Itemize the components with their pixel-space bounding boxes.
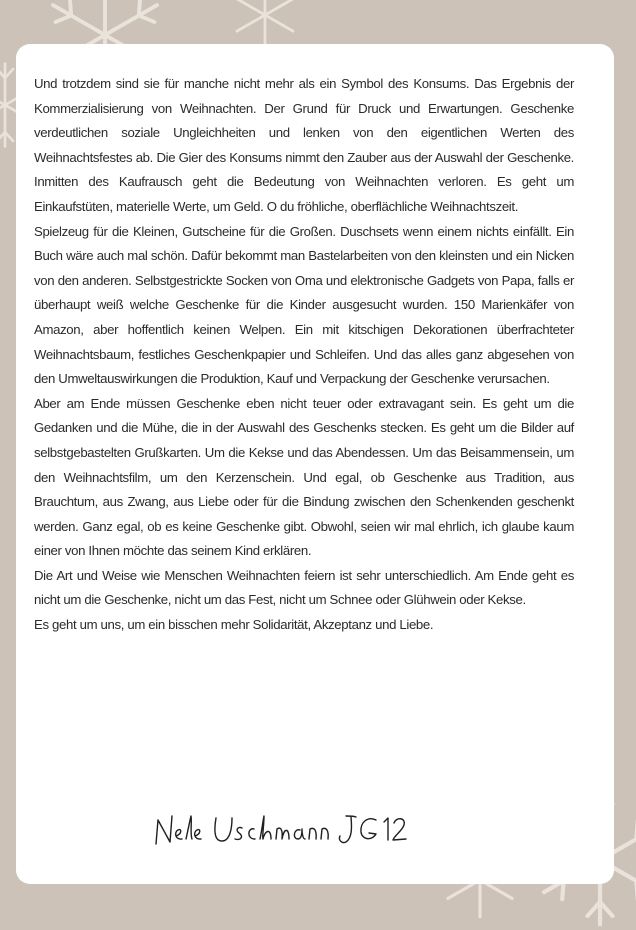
paragraph-2: Spielzeug für die Kleinen, Gutscheine für die Großen. Duschsets wenn einem nichts einfällt. Ein Buch wäre auch mal schön. Dafür bekommt man Bastelarbeiten von den kleinsten und ein Nicken von den anderen. Selbstgestrickte Socken von Oma und elektronische Gadgets von Papa, falls er überhaupt weiß welche Geschenke für die Kinder ausgesucht wurden. 150 Marienkäfer von Amazon, aber hoffentlich keinen Welpen. Ein mit kitschigen Dekorationen überfrachteter Weihnachtsbaum, festliches Geschenkpapier und Schleifen. Und das alles ganz abgesehen von den Umweltauswirkungen die Produktion, Kauf und Verpackung der Geschenke verursachen. [34, 223, 574, 387]
signature-drawing [150, 808, 410, 850]
paragraph-1: Und trotzdem sind sie für manche nicht mehr als ein Symbol des Konsums. Das Ergebnis der Kommerzialisierung von Weihnachten. Der Grund für Druck und Erwartungen. Geschenke verdeutlichen soziale Ungleichheiten und lenken von den eigentlichen Werten des Weihnachtsfestes ab. Die Gier des Konsums nimmt den Zauber aus der Auswahl der Geschenke. Inmitten des Kaufrausch geht die Bedeutung von Weihnachten verloren. Es geht um Einkaufstüten, materielle Werte, um Geld. O du fröhliche, oberflächliche Weihnachtszeit. [34, 76, 574, 214]
snowflake-icon [230, 0, 300, 50]
signature [150, 808, 410, 850]
paragraph-4: Die Art und Weise wie Menschen Weihnachten feiern ist sehr unterschiedlich. Am Ende geht es nicht um die Geschenke, nicht um das Fest, nicht um Schnee oder Glühwein oder Kekse. [34, 567, 574, 608]
article-text [34, 72, 574, 638]
paragraph-3: Aber am Ende müssen Geschenke eben nicht teuer oder extravagant sein. Es geht um die Gedanken und die Mühe, die in der Auswahl des Geschenks stecken. Es geht um die Bilder auf selbstgebastelten Grußkarten. Um die Kekse und das Abendessen. Um das Beisammensein, um den Weihnachtsfilm, um den Kerzenschein. Und egal, ob Geschenke aus Tradition, aus Brauchtum, aus Zwang, aus Liebe oder für die Bindung zwischen den Schenkenden geschenkt werden. Ganz egal, ob es keine Geschenke gibt. Obwohl, seien wir mal ehrlich, ich glaube kaum einer von Ihnen möchte das seinem Kind erklären. [34, 395, 574, 559]
paragraph-5: Es geht um uns, um ein bisschen mehr Solidarität, Akzeptanz und Liebe. [34, 617, 434, 633]
